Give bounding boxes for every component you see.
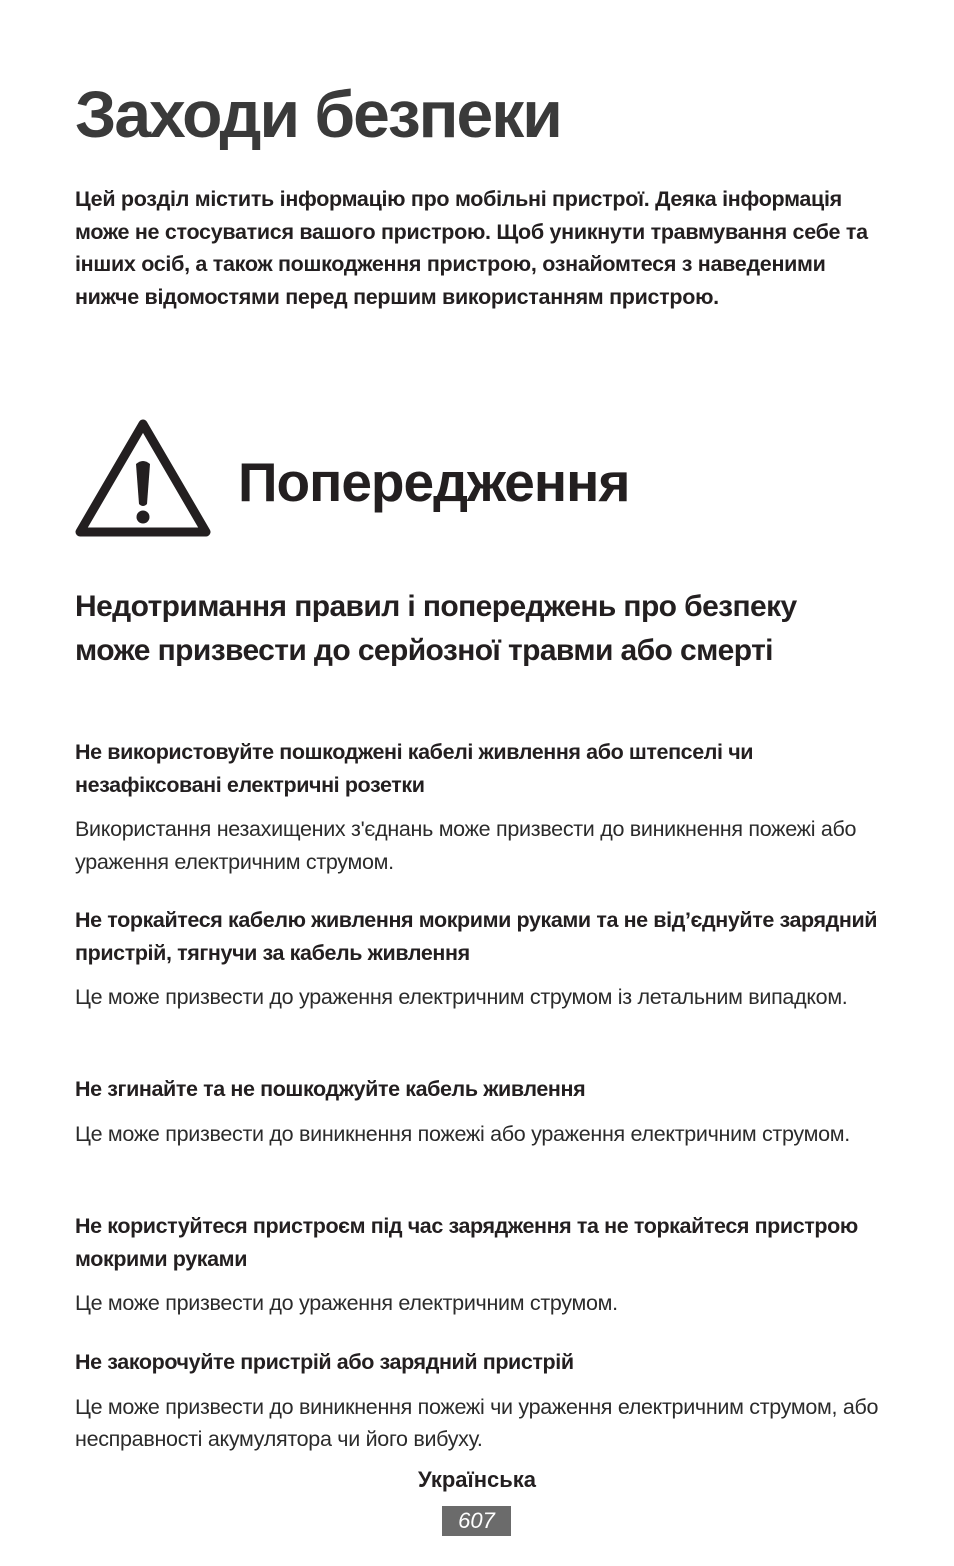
item-heading: Не згинайте та не пошкоджуйте кабель живлення — [75, 1077, 586, 1101]
item-heading: Не користуйтеся пристроєм під час зарядження та не торкайтеся пристрою мокрими руками — [75, 1214, 858, 1271]
item-text: Це може призвести до виникнення пожежі чи ураження електричним струмом, або несправності акумулятора чи його вибуху. — [75, 1394, 879, 1451]
page-number: 607 — [442, 1506, 511, 1536]
footer-language: Українська — [417, 1467, 536, 1492]
item-heading: Не закорочуйте пристрій або зарядний пристрій — [75, 1350, 574, 1374]
item-text: Це може призвести до ураження електричним струмом. — [75, 1291, 618, 1315]
safety-item — [75, 1210, 885, 1320]
item-text: Це може призвести до ураження електричним струмом із летальним випадком. — [75, 985, 848, 1009]
intro-paragraph: Цей розділ містить інформацію про мобільні пристрої. Деяка інформація може не стосуватися вашого пристрою. Щоб уникнути травмування себе та інших осіб, а також пошкодження пристрою, ознайомтеся з наведеними нижче відомостями перед першим використанням пристрою. — [75, 187, 868, 309]
item-heading: Не використовуйте пошкоджені кабелі живлення або штепселі чи незафіксовані електричні розетки — [75, 740, 754, 797]
safety-item — [75, 1073, 885, 1150]
safety-item — [75, 1346, 885, 1456]
item-text: Використання незахищених з'єднань може призвести до виникнення пожежі або ураження електричним струмом. — [75, 817, 857, 874]
safety-item — [75, 904, 885, 1014]
warning-triangle-icon — [74, 418, 212, 540]
item-text: Це може призвести до виникнення пожежі або ураження електричним струмом. — [75, 1121, 850, 1146]
section-heading: Недотримання правил і попереджень про безпеку може призвести до серйозної травми або смерті — [75, 590, 797, 667]
item-heading: Не торкайтеся кабелю живлення мокрими руками та не від’єднуйте зарядний пристрій, тягнучи за кабель живлення — [75, 908, 878, 965]
page-title: Заходи безпеки — [75, 77, 561, 151]
warning-heading: Попередження — [238, 451, 630, 513]
safety-item — [75, 736, 885, 878]
